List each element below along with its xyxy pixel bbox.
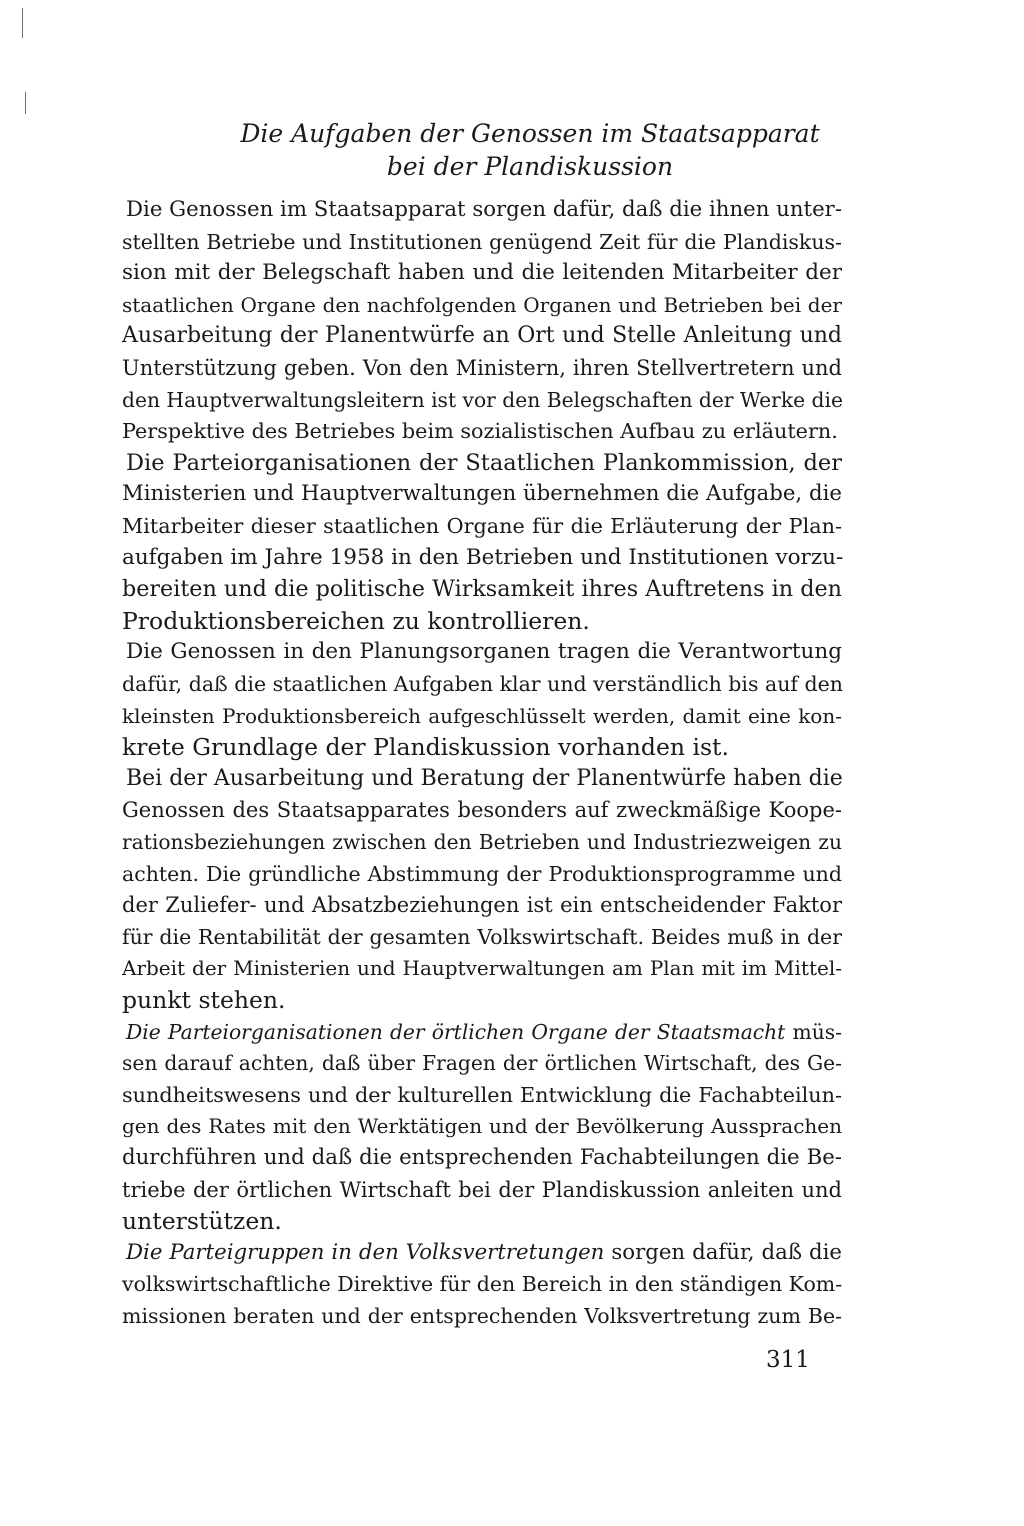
text-line: Genossen des Staatsapparates besonders auf zweckmäßige Koope- bbox=[122, 798, 842, 823]
text-line: durchführen und daß die entsprechenden Fachabteilungen die Be- bbox=[122, 1145, 842, 1170]
text-line: kleinsten Produktionsbereich aufgeschlüsselt werden, damit eine kon- bbox=[122, 703, 842, 728]
text-line: gen des Rates mit den Werktätigen und der Bevölkerung Aussprachen bbox=[122, 1114, 842, 1139]
text-line: sundheitswesens und der kulturellen Entwicklung die Fachabteilun- bbox=[122, 1082, 842, 1107]
text-line: der Zuliefer- und Absatzbeziehungen ist ein entscheidender Faktor bbox=[122, 893, 842, 918]
section-heading bbox=[150, 117, 910, 183]
text-line: Die Parteiorganisationen der Staatlichen Plankommission, der bbox=[126, 449, 842, 476]
text-line bbox=[126, 1017, 842, 1047]
page-number: 311 bbox=[766, 1347, 810, 1373]
emphasized-phrase: Die Parteiorganisationen der örtlichen Organe der Staatsmacht bbox=[126, 1019, 786, 1044]
text-line: für die Rentabilität der gesamten Volkswirtschaft. Beides muß in der bbox=[122, 924, 842, 949]
text-line: sion mit der Belegschaft haben und die leitenden Mitarbeiter der bbox=[122, 260, 842, 286]
text-line: volkswirtschaftliche Direktive für den Bereich in den ständigen Kom- bbox=[122, 1272, 843, 1297]
text-line: Mitarbeiter dieser staatlichen Organe für die Erläuterung der Plan- bbox=[122, 514, 842, 538]
text-line: rationsbeziehungen zwischen den Betrieben und Industriezweigen zu bbox=[122, 830, 842, 854]
text-line: achten. Die gründliche Abstimmung der Produktionsprogramme und bbox=[122, 861, 842, 886]
text-line: dafür, daß die staatlichen Aufgaben klar und verständlich bis auf den bbox=[122, 672, 843, 696]
text-line: punkt stehen. bbox=[122, 986, 286, 1014]
text-line: aufgaben im Jahre 1958 in den Betrieben und Institutionen vorzu- bbox=[122, 544, 844, 570]
line-text: müs- bbox=[785, 1019, 842, 1044]
text-line: den Hauptverwaltungsleitern ist vor den Belegschaften der Werke die bbox=[122, 387, 843, 412]
text-line: unterstützen. bbox=[122, 1207, 282, 1236]
scan-edge-mark bbox=[22, 8, 23, 38]
text-line: Bei der Ausarbeitung und Beratung der Planentwürfe haben die bbox=[126, 765, 843, 791]
scan-edge-mark bbox=[25, 92, 26, 114]
text-line: sen darauf achten, daß über Fragen der örtlichen Wirtschaft, des Ge- bbox=[122, 1051, 842, 1076]
text-line: Ministerien und Hauptverwaltungen übernehmen die Aufgabe, die bbox=[122, 481, 842, 507]
text-line: Die Genossen in den Planungsorganen tragen die Verantwortung bbox=[126, 639, 842, 665]
section-heading-line-2: bei der Plandiskussion bbox=[386, 152, 674, 181]
text-line: Ausarbeitung der Planentwürfe an Ort und Stelle Anleitung und bbox=[122, 323, 842, 349]
text-line: staatlichen Organe den nachfolgenden Organen und Betrieben bei der bbox=[122, 292, 842, 317]
text-line: Perspektive des Betriebes beim sozialistischen Aufbau zu erläutern. bbox=[122, 419, 838, 444]
text-line: bereiten und die politische Wirksamkeit ihres Auftretens in den bbox=[122, 576, 842, 603]
text-line: krete Grundlage der Plandiskussion vorhanden ist. bbox=[122, 733, 729, 762]
text-line: stellten Betriebe und Institutionen genügend Zeit für die Plandiskus- bbox=[122, 229, 842, 254]
text-line: Unterstützung geben. Von den Ministern, ihren Stellvertretern und bbox=[122, 356, 842, 380]
emphasized-phrase: Die Parteigruppen in den Volksvertretungen bbox=[126, 1239, 605, 1265]
text-line: missionen beraten und der entsprechenden Volksvertretung zum Be- bbox=[122, 1304, 842, 1328]
section-heading-line-1: Die Aufgaben der Genossen im Staatsapparat bbox=[240, 119, 820, 148]
text-line: Die Genossen im Staatsapparat sorgen dafür, daß die ihnen unter- bbox=[126, 197, 842, 222]
text-line: Arbeit der Ministerien und Hauptverwaltungen am Plan mit im Mittel- bbox=[122, 956, 842, 981]
text-line: Produktionsbereichen zu kontrollieren. bbox=[122, 606, 590, 635]
line-text: sorgen dafür, daß die bbox=[604, 1239, 842, 1265]
text-line bbox=[126, 1238, 842, 1268]
text-line: triebe der örtlichen Wirtschaft bei der Plandiskussion anleiten und bbox=[122, 1177, 842, 1202]
